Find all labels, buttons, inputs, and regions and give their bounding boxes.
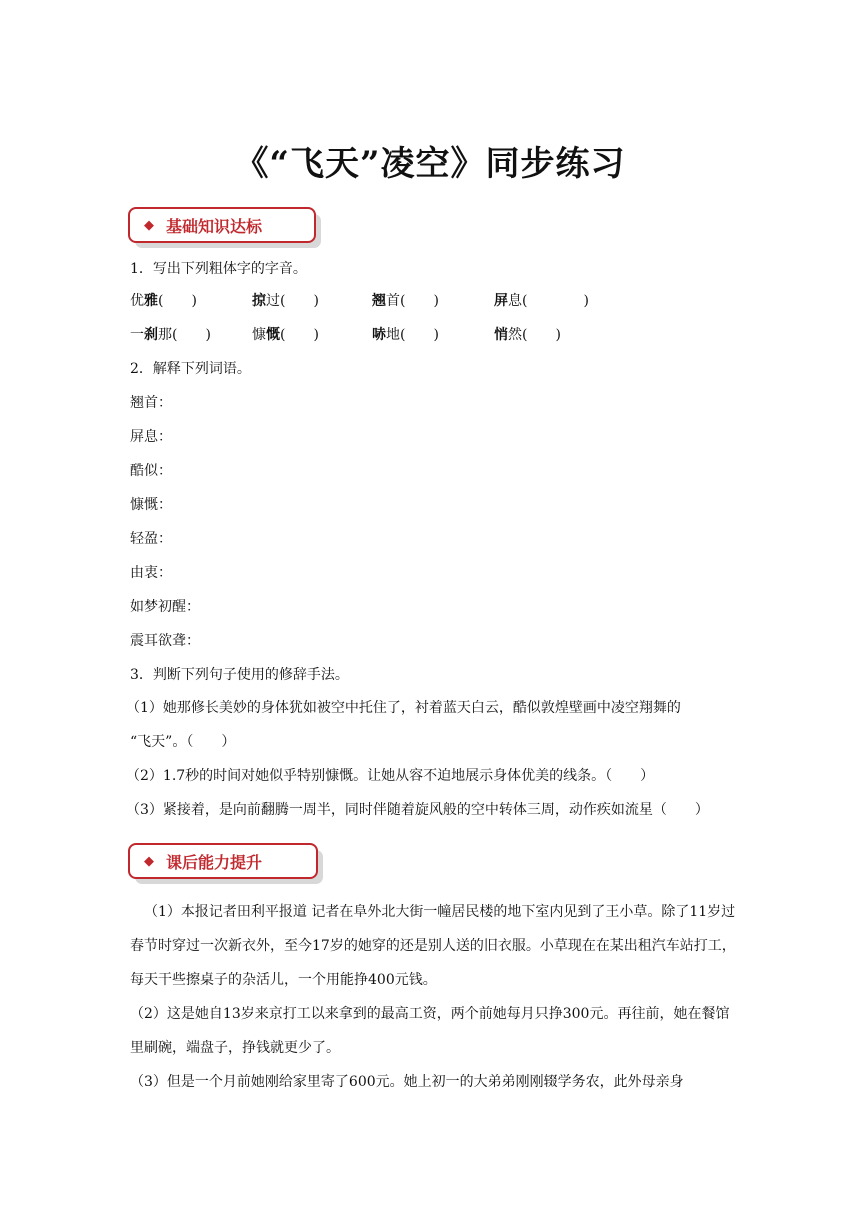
q3-item-1-cont: “飞天”。（ ） (130, 734, 236, 750)
term-item: 由衷： (130, 565, 172, 581)
passage-paragraph-1: （1）本报记者田利平报道 记者在阜外北大街一幢居民楼的地下室内见到了王小草。除了11岁过春节时穿过一次新衣外，至今17岁的她穿的还是别人送的旧衣服。小草现在在某出租汽车站打工，每天干些擦桌子的杂活儿，一个用能挣400元钱。 (130, 904, 736, 988)
term-item: 翘首： (130, 395, 172, 411)
term-item: 慷慨： (130, 497, 172, 513)
question-3-prompt: 3．判断下列句子使用的修辞手法。 (130, 667, 349, 683)
term-item: 震耳欲聋： (130, 633, 200, 649)
q3-item-3: （3）紧接着，是向前翻腾一周半，同时伴随着旋风般的空中转体三周，动作疾如流星（ ） (126, 802, 709, 818)
diamond-icon: ◆ (144, 853, 154, 869)
diamond-icon: ◆ (144, 217, 154, 233)
pinyin-item: 一刹那( ) (130, 327, 211, 343)
term-item: 轻盈： (130, 531, 172, 547)
pinyin-item: 优雅( ) (130, 293, 197, 309)
question-2-prompt: 2．解释下列词语。 (130, 361, 251, 377)
pinyin-item: 屏息( ) (494, 293, 589, 309)
q3-item-2: （2）1.7秒的时间对她似乎特别慷慨。让她从容不迫地展示身体优美的线条。（ ） (126, 768, 655, 784)
term-item: 屏息： (130, 429, 172, 445)
passage-paragraph-3: （3）但是一个月前她刚给家里寄了600元。她上初一的大弟弟刚刚辍学务农，此外母亲身 (130, 1074, 684, 1090)
pinyin-item: 悄然( ) (494, 327, 561, 343)
section-label: 基础知识达标 (166, 216, 263, 236)
pinyin-item: 翘首( ) (372, 293, 439, 309)
section-banner-advanced (128, 843, 318, 879)
question-1-prompt: 1．写出下列粗体字的字音。 (130, 261, 307, 277)
pinyin-item: 哧地( ) (372, 327, 439, 343)
section-banner-basic (128, 207, 316, 243)
term-item: 如梦初醒： (130, 599, 200, 615)
section-label: 课后能力提升 (166, 852, 263, 872)
q3-item-1: （1）她那修长美妙的身体犹如被空中托住了，衬着蓝天白云，酷似敦煌壁画中凌空翔舞的 (126, 700, 681, 716)
term-item: 酷似： (130, 463, 172, 479)
pinyin-item: 掠过( ) (252, 293, 319, 309)
passage-paragraph-2: （2）这是她自13岁来京打工以来拿到的最高工资，两个前她每月只挣300元。再往前，她在餐馆里刷碗，端盘子，挣钱就更少了。 (130, 1006, 730, 1056)
pinyin-item: 慷慨( ) (252, 327, 319, 343)
page-title: 《“飞天”凌空》同步练习 (234, 144, 626, 184)
